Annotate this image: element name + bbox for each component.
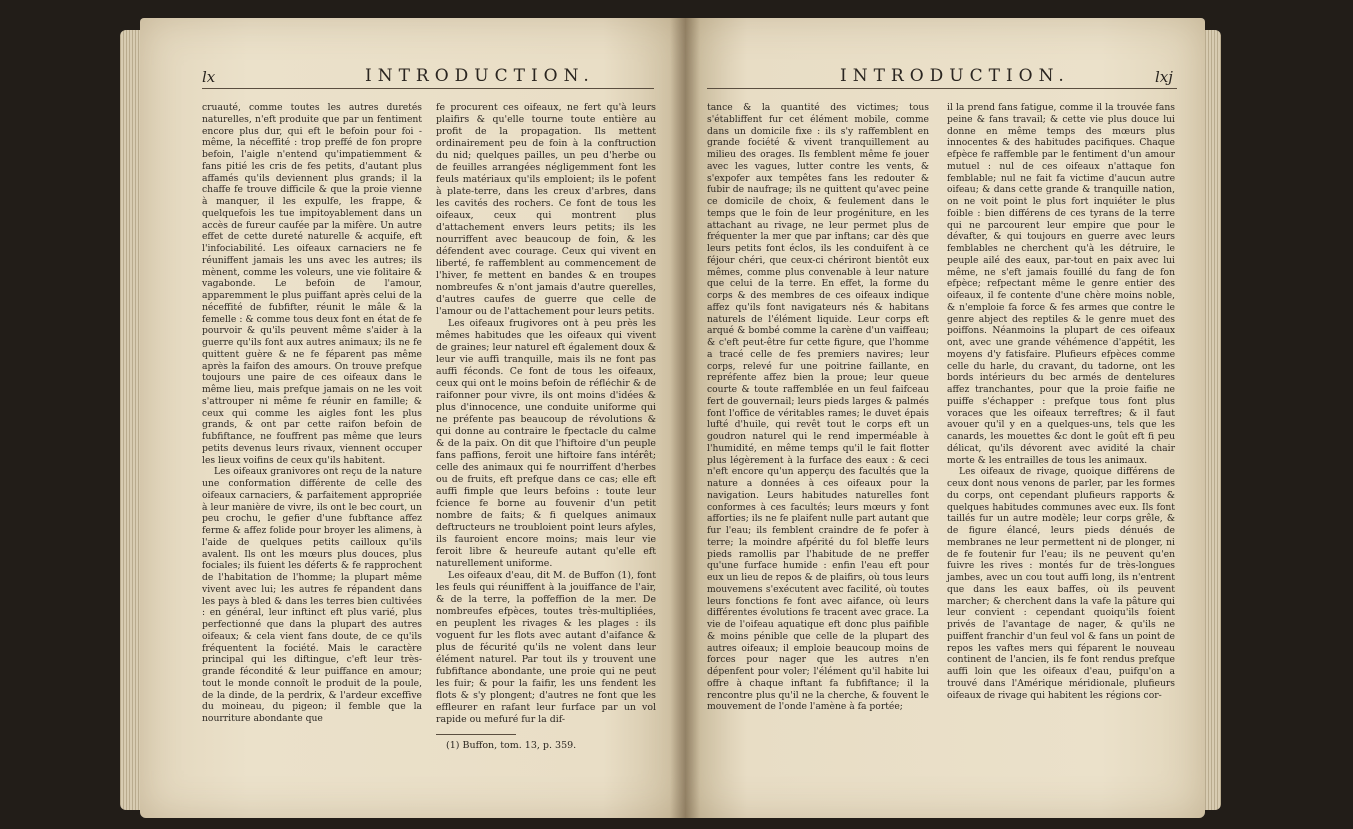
right-running-head: INTRODUCTION. — [840, 66, 1070, 86]
footnote: (1) Buffon, tom. 13, p. 359. — [446, 740, 577, 751]
left-head-rule — [202, 88, 654, 89]
paragraph: tance & la quantité des victimes; tous s'établiffent fur cet élément mobile, comme dans un domicile fixe : ils s'y raffemblent en grande fociété & vivent tranquillement au milieu des orages. Ils femblent même fe jouer avec les vagues, lutter contre les vents, & s'expofer aux tempêtes fans les redouter & fubir de naufrage; ils ne quittent qu'avec peine ce domicile de choix, & feulement dans le temps que le foin de leur progéniture, en les attachant au rivage, ne leur permet plus de fréquenter la mer que par inftans; car dès que leurs petits font éclos, ils les conduifent à ce féjour chéri, que ceux-ci chériront bientôt eux mêmes, comme plus convenable à leur nature que celui de la terre. En effet, la forme du corps & des membres de ces oifeaux indique affez qu'ils font navigateurs nés & habitans naturels de l'élément liquide. Leur corps eft arqué & bombé comme la carène d'un vaiffeau; & c'eft peut-être fur cette figure, que l'homme a tracé celle de fes premiers navires; leur corps, relevé fur une poitrine faillante, en repréfente affez bien la proue; leur queue courte & toute raffemblée en un feul faifceau fert de gouvernail; leurs pieds larges & palmés font l'office de véritables rames; le duvet épais lufté d'huile, qui revêt tout le corps eft un goudron naturel qui le rend imperméable à l'humidité, en même temps qu'il le fait flotter plus légèrement à la furface des eaux : & ceci n'eft encore qu'un apperçu des facultés que la nature a données à ces oifeaux pour la navigation. Leurs habitudes naturelles font conformes à ces facultés; leurs mœurs y font afforties; ils ne fe plaifent nulle part autant que fur l'eau; ils femblent craindre de fe pofer à terre; la moindre afpérité du fol bleffe leurs pieds ramollis par l'habitude de ne preffer qu'une furface humide : enfin l'eau eft pour eux un lieu de repos & de plaifirs, où tous leurs mouvemens s'exécutent avec facilité, où toutes leurs fonctions fe font avec aifance, où leurs différentes évolutions fe tracent avec grace. La vie de l'oifeau aquatique eft donc plus paifible & moins pénible que celle de la plupart des autres oifeaux; il emploie beaucoup moins de forces pour nager que les autres n'en dépenfent pour voler; l'élément qu'il habite lui offre à chaque inftant fa fubfiftance; il la rencontre plus qu'il ne la cherche, & fouvent le mouvement de l'onde l'amène à fa portée; — [707, 102, 929, 713]
paragraph: Les oifeaux d'eau, dit M. de Buffon (1), font les feuls qui réuniffent à la jouiffance de l'air, & de la terre, la poffeffion de la mer. De nombreufes efpèces, toutes très-multipliées, en peuplent les rivages & les plages : ils voguent fur les flots avec autant d'aifance & plus de fécurité qu'ils ne volent dans leur élément naturel. Par tout ils y trouvent une fubfiftance abondante, une proie qui ne peut les fuir; & pour la faifir, les uns fendent les flots & s'y plongent; d'autres ne font que les effleurer en rafant leur furface par un vol rapide ou mefuré fur la dif- — [436, 570, 656, 725]
left-column-1 — [202, 102, 422, 725]
left-folio: lx — [202, 68, 216, 86]
paragraph: cruauté, comme toutes les autres duretés naturelles, n'eft produite que par un fentiment encore plus dur, qui eft le befoin pour foi - même, la néceffité : trop preffé de fon propre befoin, l'aigle n'entend qu'impatiemment & fans pitié les cris de fes petits, d'autant plus affamés qu'ils deviennent plus grands; il la chaffe fe trouve difficile & que la proie vienne à manquer, il les expulfe, les frappe, & quelquefois les tue impitoyablement dans un accès de fureur caufée par la mifère. Un autre effet de cette dureté naturelle & acquife, eft l'infociabilité. Les oifeaux carnaciers ne fe réuniffent jamais les uns avec les autres; ils mènent, comme les voleurs, une vie folitaire & vagabonde. Le befoin de l'amour, apparemment le plus puiffant après celui de la néceffité de fubfifter, réunit le mâle & la femelle : & comme tous deux font en état de fe pourvoir & qu'ils peuvent même s'aider à la guerre qu'ils font aux autres animaux; ils ne fe quittent guère & ne fe féparent pas même après la faifon des amours. On trouve prefque toujours une paire de ces oifeaux dans le même lieu, mais prefque jamais on ne les voit s'attrouper ni même fe réunir en famille; & ceux qui comme les aigles font les plus grands, & ont par cette raifon befoin de fubfiftance, ne fouffrent pas même que leurs petits devenus leurs rivaux, viennent occuper les lieux voifins de ceux qu'ils habitent. — [202, 102, 422, 466]
paragraph: il la prend fans fatigue, comme il la trouvée fans peine & fans travail; & cette vie plus douce lui donne en même temps des mœurs plus innocentes & des habitudes pacifiques. Chaque efpèce fe raffemble par le fentiment d'un amour mutuel : nul de ces oifeaux n'attaque fon femblable; nul ne fait fa victime d'aucun autre oifeau; & dans cette grande & tranquille nation, on ne voit point le plus fort inquiéter le plus foible : bien différens de ces tyrans de la terre qui ne parcourent leur empire que pour le dévafter, & qui toujours en guerre avec leurs femblables ne cherchent qu'à les détruire, le peuple ailé des eaux, par-tout en paix avec lui même, ne s'eft jamais fouillé du fang de fon efpèce; refpectant même le genre entier des oifeaux, il fe contente d'une chère moins noble, & n'emploie fa force & fes armes que contre le genre abject des reptiles & le genre muet des poiffons. Néanmoins la plupart de ces oifeaux ont, avec une grande véhémence d'appétit, les moyens d'y fatisfaire. Plufieurs efpèces comme celle du harle, du cravant, du tadorne, ont les bords intérieurs du bec armés de dentelures affez tranchantes, pour que la proie faifie ne puiffe s'échapper : prefque tous font plus voraces que les oifeaux terreftres; & il faut avouer qu'il y en a quelques-uns, tels que les canards, les mouettes &c dont le goût eft fi peu délicat, qu'ils dévorent avec avidité la chair morte & les entrailles de tous les animaux. — [947, 102, 1175, 466]
right-folio: lxj — [1155, 68, 1173, 86]
right-column-2 — [947, 102, 1175, 701]
left-page — [140, 18, 685, 818]
right-head-rule — [707, 88, 1177, 89]
right-page — [685, 18, 1205, 818]
left-page-edges — [120, 30, 142, 810]
left-column-2 — [436, 102, 656, 726]
left-running-head: INTRODUCTION. — [365, 66, 595, 86]
paragraph: Les oifeaux de rivage, quoique différens de ceux dont nous venons de parler, par les formes du corps, ont cependant plufieurs rapports & quelques habitudes communes avec eux. Ils font taillés fur un autre modèle; leur corps grêle, & de figure élancé, leurs pieds dénués de membranes ne leur permettent ni de plonger, ni de fe foutenir fur l'eau; ils ne peuvent qu'en fuivre les rives : montés fur de très-longues jambes, avec un cou tout auffi long, ils n'entrent que dans les eaux baffes, où ils peuvent marcher; & cherchent dans la vafe la pâture qui leur convient : cependant quoiqu'ils foient privés de l'avantage de nager, & qu'ils ne puiffent franchir d'un feul vol & fans un point de repos les vaftes mers qui féparent le nouveau continent de l'ancien, ils fe font rendus prefque auffi loin que les oifeaux d'eau, puifqu'on a trouvé dans l'Amérique méridionale, plufieurs oifeaux de rivage qui habitent les régions cor- — [947, 466, 1175, 701]
book-gutter — [670, 18, 700, 818]
footnote-rule — [436, 734, 516, 735]
right-page-edges — [1203, 30, 1221, 810]
paragraph: Les oifeaux granivores ont reçu de la nature une conformation différente de celle des oifeaux carnaciers, & parfaitement appropriée à leur manière de vivre, ils ont le bec court, un peu crochu, le gefier d'une fubftance affez ferme & affez folide pour broyer les alimens, à l'aide de quelques petits cailloux qu'ils avalent. Ils ont les mœurs plus douces, plus fociales; ils fuient les déferts & fe rapprochent de l'habitation de l'homme; la plupart même vivent avec lui; les autres fe répandent dans les pays à bled & dans les terres bien cultivées : en général, leur inftinct eft plus varié, plus perfectionné que dans la plupart des autres oifeaux; & cela vient fans doute, de ce qu'ils fréquentent la fociété. Mais le caractère principal qui les diftingue, c'eft leur très-grande fécondité & leur puiffance en amour; tout le monde connoît le produit de la poule, de la dinde, de la perdrix, & l'ardeur exceffive du moineau, du pigeon; il femble que la nourriture abondante que — [202, 466, 422, 724]
right-column-1 — [707, 102, 929, 713]
paragraph: Les oifeaux frugivores ont à peu près les mêmes habitudes que les oifeaux qui vivent de graines; leur naturel eft également doux & leur vie auffi tranquille, mais ils ne font pas auffi féconds. Ce font de tous les oifeaux, ceux qui ont le moins befoin de réfléchir & de raifonner pour vivre, ils ont moins d'idées & plus d'innocence, une conduite uniforme qui ne préfente pas beaucoup de révolutions & qui donne au contraire le fpectacle du calme & de la paix. On dit que l'hiftoire d'un peuple fans paffions, feroit une hiftoire fans intérêt; celle des animaux qui fe nourriffent d'herbes ou de fruits, eft prefque dans ce cas; elle eft auffi fimple que leurs befoins : toute leur fcience fe borne au fouvenir d'un petit nombre de faits; & fi quelques animaux deftructeurs ne troubloient point leurs afyles, ils fauroient encore moins; mais leur vie feroit libre & heureufe autant qu'elle eft naturellement uniforme. — [436, 318, 656, 569]
paragraph: fe procurent ces oifeaux, ne fert qu'à leurs plaifirs & qu'elle tourne toute entière au profit de la propagation. Ils mettent ordinairement peu de foin à la conftruction du nid; quelques pailles, un peu d'herbe ou de feuilles arrangées négligemment font les feuls matériaux qu'ils emploient; ils le pofent à plate-terre, dans les creux d'arbres, dans les cavités des rochers. Ce font de tous les oifeaux, ceux qui montrent plus d'attachement envers leurs petits; ils les nourriffent avec beaucoup de foin, & les défendent avec courage. Ceux qui vivent en liberté, fe raffemblent au commencement de l'hiver, fe mettent en bandes & en troupes nombreufes & n'ont jamais d'autre querelles, d'autres caufes de guerre que celle de l'amour ou de l'attachement pour leurs petits. — [436, 102, 656, 317]
